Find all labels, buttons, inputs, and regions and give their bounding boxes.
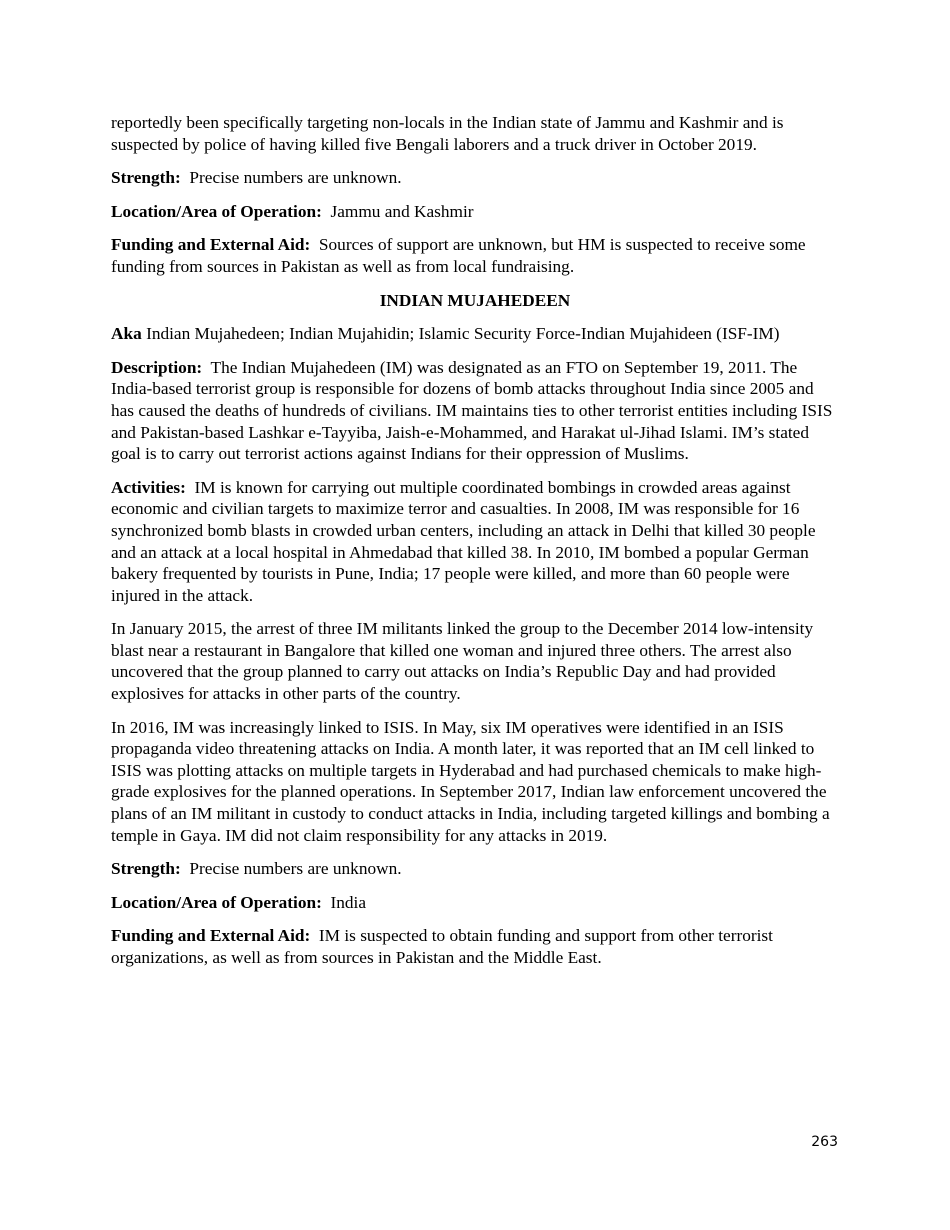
section-heading-indian-mujahedeen: INDIAN MUJAHEDEEN xyxy=(379,290,571,310)
im-location-text: India xyxy=(330,892,367,912)
im-funding-text: IM is suspected to obtain funding and support from other terrorist organizations, as well as from sources in Pakistan and the Middle East. xyxy=(111,926,773,967)
im-activities xyxy=(111,477,839,607)
page-number: 263 xyxy=(811,1134,838,1150)
hm-strength xyxy=(111,167,839,189)
im-location-label: Location/Area of Operation: xyxy=(111,892,322,912)
hm-strength-label: Strength: xyxy=(111,168,181,188)
hm-strength-text: Precise numbers are unknown. xyxy=(189,168,402,188)
hm-location-text: Jammu and Kashmir xyxy=(330,201,474,221)
im-strength-label: Strength: xyxy=(111,859,181,879)
im-aka-text: Indian Mujahedeen; Indian Mujahidin; Islamic Security Force-Indian Mujahideen (ISF-IM) xyxy=(146,324,780,344)
im-activities-label: Activities: xyxy=(111,477,186,497)
hm-funding-text: Sources of support are unknown, but HM is suspected to receive some funding from sources in Pakistan as well as from local fundraising. xyxy=(111,235,806,276)
im-aka xyxy=(111,323,839,345)
hm-location-label: Location/Area of Operation: xyxy=(111,201,322,221)
im-description-label: Description: xyxy=(111,357,203,377)
im-strength-text: Precise numbers are unknown. xyxy=(189,859,402,879)
im-funding-label: Funding and External Aid: xyxy=(111,926,311,946)
im-location xyxy=(111,892,839,914)
im-funding xyxy=(111,925,839,968)
hm-continued-paragraph: reportedly been specifically targeting non-locals in the Indian state of Jammu and Kashmir and is suspected by police of having killed five Bengali laborers and a truck driver in October 2019. xyxy=(111,113,784,154)
im-paragraph-2015: In January 2015, the arrest of three IM militants linked the group to the December 2014 low-intensity blast near a restaurant in Bangalore that killed one woman and injured three others. The arrest also uncovered that the group planned to carry out attacks on India’s Republic Day and had provided explosives for attacks in other parts of the country. xyxy=(111,619,814,704)
im-aka-label: Aka xyxy=(111,324,142,344)
im-description-text: The Indian Mujahedeen (IM) was designated as an FTO on September 19, 2011. The India-based terrorist group is responsible for dozens of bomb attacks throughout India since 2005 and has caused the deaths of hundreds of civilians. IM maintains ties to other terrorist entities including ISIS and Pakistan-based Lashkar e-Tayyiba, Jaish-e-Mohammed, and Harakat ul-Jihad Islami. IM’s stated goal is to carry out terrorist actions against Indians for their oppression of Muslims. xyxy=(111,357,833,464)
im-strength xyxy=(111,858,839,880)
hm-location xyxy=(111,201,839,223)
im-description xyxy=(111,357,839,465)
im-paragraph-2016: In 2016, IM was increasingly linked to ISIS. In May, six IM operatives were identified in an ISIS propaganda video threatening attacks on India. A month later, it was reported that an IM cell linked to ISIS was plotting attacks on multiple targets in Hyderabad and had purchased chemicals to make high-grade explosives for the planned operations. In September 2017, Indian law enforcement uncovered the plans of an IM militant in custody to conduct attacks in India, including targeted killings and bombing a temple in Gaya. IM did not claim responsibility for any attacks in 2019. xyxy=(111,717,830,845)
hm-funding xyxy=(111,234,839,277)
document-page xyxy=(111,112,839,981)
im-activities-text: IM is known for carrying out multiple coordinated bombings in crowded areas against economic and civilian targets to maximize terror and casualties. In 2008, IM was responsible for 16 synchronized bomb blasts in crowded urban centers, including an attack in Delhi that killed 30 people and an attack at a local hospital in Ahmedabad that killed 38. In 2010, IM bombed a popular German bakery frequented by tourists in Pune, India; 17 people were killed, and more than 60 people were injured in the attack. xyxy=(111,477,816,605)
hm-funding-label: Funding and External Aid: xyxy=(111,235,311,255)
